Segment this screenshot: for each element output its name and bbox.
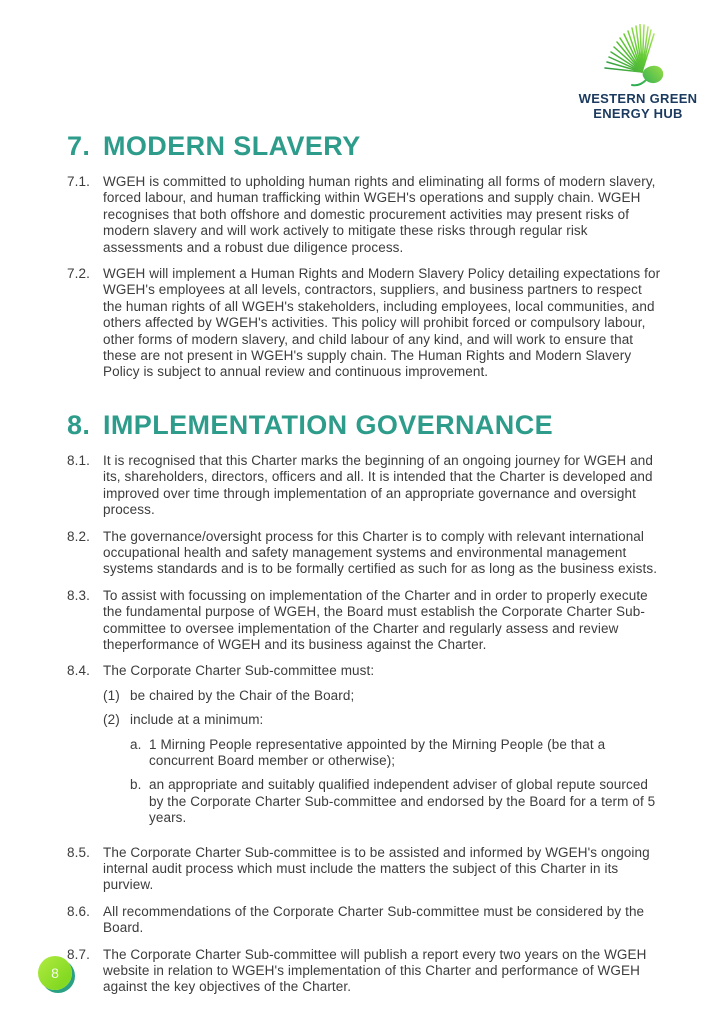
- clause-8-4: [67, 663, 663, 834]
- clause-8-6-text: All recommendations of the Corporate Charter Sub-committee must be considered by the Board.: [103, 903, 645, 936]
- section-8-title: IMPLEMENTATION GOVERNANCE: [103, 409, 554, 440]
- clause-8-1: [67, 453, 663, 519]
- clause-8-2-number: 8.2.: [67, 528, 90, 544]
- clause-8-5: [67, 845, 663, 894]
- clause-7-1-number: 7.1.: [67, 174, 90, 189]
- section-8-heading: [67, 411, 663, 440]
- clause-7-2-number: 7.2.: [67, 266, 90, 282]
- section-8: [67, 411, 663, 996]
- clause-8-4-number: 8.4.: [67, 663, 90, 679]
- page-number-badge: [38, 956, 72, 990]
- clause-7-2: [67, 266, 663, 381]
- logo-wordmark-line1: WESTERN GREEN: [578, 91, 698, 106]
- section-7-number: 7.: [67, 131, 91, 161]
- subitem-8-4-1: [103, 688, 663, 704]
- subitem-8-4-2-a: [130, 737, 663, 770]
- subitem-8-4-2-a-letter: a.: [130, 736, 142, 752]
- bird-logo-icon: [602, 24, 674, 88]
- subitem-8-4-2: [103, 712, 663, 728]
- clause-8-6-number: 8.6.: [67, 903, 90, 919]
- subitem-8-4-2-body: [130, 712, 663, 728]
- logo-wordmark-line2: ENERGY HUB: [593, 106, 683, 121]
- clause-8-7-number: 8.7.: [67, 946, 90, 962]
- clause-8-7: [67, 947, 663, 996]
- clause-8-7-text: The Corporate Charter Sub-committee will publish a report every two years on the WGEH website in relation to WGEH's implementation of this Charter and performance of WGEH against the key objectives of the Charter.: [103, 946, 647, 995]
- logo-wordmark: [579, 91, 698, 121]
- clause-8-1-text: It is recognised that this Charter marks the beginning of an ongoing journey for WGEH and its, shareholders, directors, officers and all. It is intended that the Charter is developed and improved over time through implementation of an appropriate governance and oversight process.: [103, 452, 653, 518]
- clause-8-5-number: 8.5.: [67, 844, 90, 860]
- clause-8-2: [67, 529, 663, 578]
- clause-8-5-text: The Corporate Charter Sub-committee is to be assisted and informed by WGEH's ongoing internal audit process which must include the matters the subject of this Charter in its purview.: [103, 844, 650, 893]
- subitem-8-4-1-number: (1): [103, 687, 120, 703]
- clause-8-4-text: The Corporate Charter Sub-committee must:: [103, 663, 375, 679]
- section-8-number: 8.: [67, 409, 91, 440]
- clause-7-2-text: WGEH will implement a Human Rights and Modern Slavery Policy detailing expectations for WGEH's employees at all levels, contractors, suppliers, and business partners to respect the human rights of all WGEH's stakeholders, including employees, local communities, and others affected by WGEH's activities. This policy will prohibit forced or compulsory labour, other forms of modern slavery, and child labour of any kind, and will work to ensure that these are not present in WGEH's supply chain. The Human Rights and Modern Slavery Policy is subject to annual review and continuous improvement.: [103, 266, 661, 380]
- clause-8-3-number: 8.3.: [67, 587, 90, 603]
- clause-8-3-text: To assist with focussing on implementation of the Charter and in order to properly execute the fundamental purpose of WGEH, the Board must establish the Corporate Charter Sub-committee to oversee implementation of the Charter and regularly assess and review theperformance of WGEH and its business against the Charter.: [103, 587, 648, 652]
- clause-8-2-text: The governance/oversight process for this Charter is to comply with relevant international occupational health and safety management systems and environmental management systems standards and is to be formally certified as such for as long as the business exists.: [103, 528, 658, 577]
- section-7-title: MODERN SLAVERY: [103, 131, 361, 161]
- subitem-8-4-2-letters: [130, 737, 663, 827]
- subitem-8-4-1-text: be chaired by the Chair of the Board;: [130, 687, 355, 703]
- subitem-8-4-2-text: include at a minimum:: [130, 712, 264, 728]
- subitem-8-4-2-number: (2): [103, 712, 120, 728]
- clause-7-1-text: WGEH is committed to upholding human rights and eliminating all forms of modern slavery, forced labour, and human trafficking within WGEH's operations and supply chain. WGEH recognises that both offshore and domestic procurement activities may present risks of modern slavery and will work actively to mitigate these risks through regular risk assessments and a robust due diligence process.: [103, 174, 656, 255]
- clause-8-3: [67, 588, 663, 654]
- subitem-8-4-2-b-text: an appropriate and suitably qualified independent adviser of global repute sourced by the Corporate Charter Sub-committee and endorsed by the Board for a term of 5 years.: [149, 777, 656, 826]
- clause-8-1-number: 8.1.: [67, 452, 90, 468]
- subitem-8-4-2-b: [130, 777, 663, 826]
- clause-8-6: [67, 904, 663, 937]
- document-content: [67, 132, 663, 1006]
- clause-8-4-body: [103, 663, 663, 834]
- subitem-8-4-2-a-text: 1 Mirning People representative appointed by the Mirning People (be that a concurrent Board member or otherwise);: [149, 736, 606, 768]
- page-number: 8: [51, 965, 59, 981]
- section-7: [67, 132, 663, 381]
- company-logo: [560, 24, 716, 121]
- clause-7-1: [67, 174, 663, 256]
- subitem-8-4-2-b-letter: b.: [130, 777, 142, 793]
- section-7-heading: [67, 132, 663, 161]
- clause-8-4-subitems: [103, 688, 663, 827]
